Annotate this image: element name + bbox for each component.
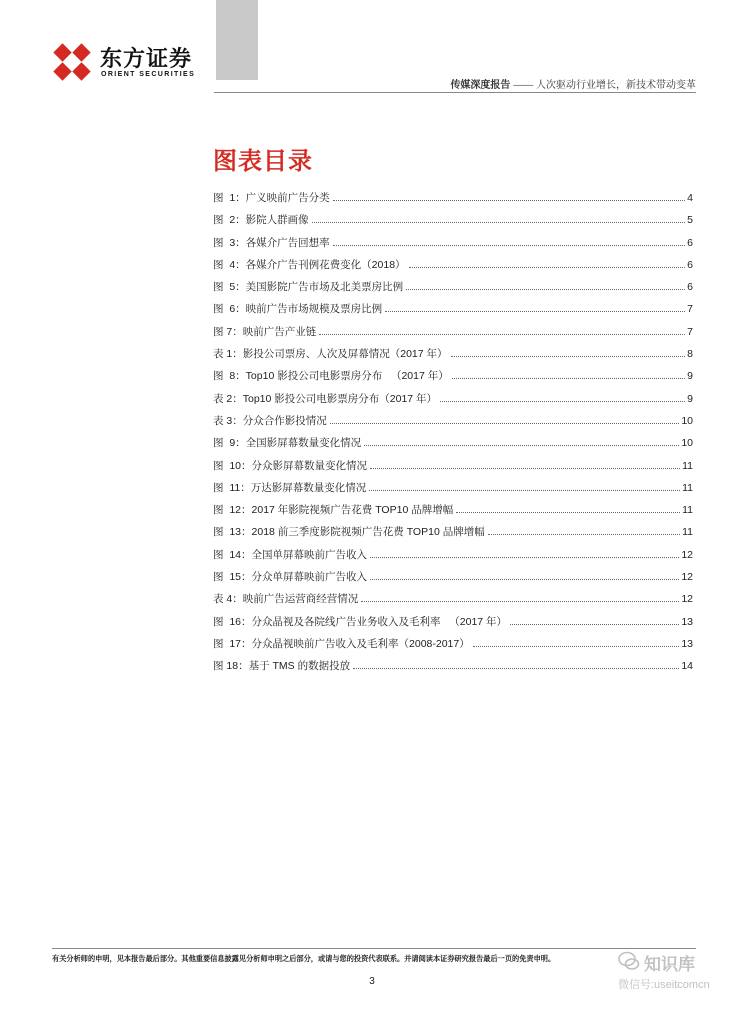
toc-entry[interactable] (213, 346, 693, 368)
brand-name-cn: 东方证券 (100, 46, 193, 71)
toc-dot-leader (369, 490, 680, 491)
toc-entry-page: 8 (687, 348, 693, 361)
toc-entry-label: 表 4：映前广告运营商经营情况 (213, 593, 359, 606)
toc-entry[interactable] (213, 636, 693, 658)
watermark (618, 950, 738, 992)
toc-entry-label: 图 10：分众影屏幕数量变化情况 (213, 459, 368, 472)
toc-entry[interactable] (213, 658, 693, 680)
toc-dot-leader (370, 557, 679, 558)
toc-entry-label: 图 9：全国影屏幕数量变化情况 (213, 437, 362, 450)
header-divider (214, 92, 696, 93)
toc-dot-leader (333, 200, 685, 201)
toc-entry[interactable] (213, 324, 693, 346)
header-gray-bar (216, 0, 258, 80)
toc-entry[interactable] (213, 413, 693, 435)
brand-name-en: ORIENT SECURITIES (101, 71, 196, 78)
toc-dot-leader (370, 579, 679, 580)
toc-entry-page: 11 (682, 504, 693, 517)
footer-divider (52, 948, 696, 949)
toc-dot-leader (440, 401, 685, 402)
toc-entry-page: 9 (687, 392, 693, 405)
toc-entry-page: 6 (687, 281, 693, 294)
toc-entry-label: 图 4：各媒介广告刊例花费变化（2018） (213, 258, 406, 271)
toc-entry-page: 7 (687, 303, 693, 316)
toc-dot-leader (330, 423, 680, 424)
report-subtitle: 人次驱动行业增长，新技术带动变革 (536, 80, 696, 91)
toc-entry-page: 11 (682, 526, 693, 539)
toc-entry-label: 图 13：2018 前三季度影院视频广告花费 TOP10 品牌增幅 (213, 526, 485, 539)
toc-entry-label: 图 1：广义映前广告分类 (213, 192, 330, 204)
toc-dot-leader (364, 445, 679, 446)
toc-dot-leader (409, 267, 686, 268)
toc-entry-page: 12 (681, 593, 693, 606)
footer-disclaimer: 有关分析师的申明，见本报告最后部分。其他重要信息披露见分析师申明之后部分，或请与您的投资代表联系。并请阅读本证券研究报告最后一页的免责申明。 (52, 954, 556, 963)
toc-entry-page: 6 (687, 258, 693, 271)
watermark-sub: 微信号:useitcomcn (618, 979, 710, 991)
toc-entry[interactable] (213, 212, 693, 234)
toc-entry-page: 7 (687, 325, 693, 338)
toc-entry-page: 10 (681, 437, 693, 450)
watermark-name: 知识库 (644, 955, 695, 974)
toc-dot-leader (319, 334, 685, 335)
toc-dot-leader (451, 356, 686, 357)
toc-entry[interactable] (213, 547, 693, 569)
toc-entry-label: 图 5：美国影院广告市场及北美票房比例 (213, 281, 404, 294)
toc-entry[interactable] (213, 524, 693, 546)
header-separator: —— (513, 80, 534, 91)
toc-entry[interactable] (213, 591, 693, 613)
toc-entry[interactable] (213, 502, 693, 524)
toc-entry-label: 表 1：影投公司票房、人次及屏幕情况（2017 年） (213, 348, 448, 361)
report-type: 传媒深度报告 (450, 80, 511, 91)
toc-dot-leader (385, 311, 685, 312)
toc-entry[interactable] (213, 190, 693, 212)
toc-entry-page: 6 (687, 236, 693, 249)
toc-dot-leader (361, 601, 679, 602)
toc-entry[interactable] (213, 569, 693, 591)
toc-entry-label: 图 7：映前广告产业链 (213, 325, 317, 338)
toc-dot-leader (333, 245, 685, 246)
toc-entry-label: 图 12：2017 年影院视频广告花费 TOP10 品牌增幅 (213, 504, 454, 517)
toc-entry[interactable] (213, 614, 693, 636)
report-header (450, 76, 696, 91)
toc-dot-leader (488, 534, 680, 535)
toc-entry-page: 4 (687, 192, 693, 204)
toc-entry-label: 图 18：基于 TMS 的数据投放 (213, 660, 351, 673)
toc-entry-label: 表 3：分众合作影投情况 (213, 414, 327, 427)
toc-entry-page: 11 (682, 481, 693, 494)
toc-entry-page: 12 (681, 571, 693, 584)
toc-entry-label: 图 8：Top10 影投公司电影票房分布 （2017 年） (213, 370, 449, 383)
company-logo (50, 40, 200, 84)
toc-entry-label: 图 2：影院人群画像 (213, 214, 309, 227)
toc-entry-label: 图 6：映前广告市场规模及票房比例 (213, 303, 383, 316)
toc-entry-page: 14 (681, 660, 693, 673)
toc-entry-label: 图 16：分众晶视及各院线广告业务收入及毛利率 （2017 年） (213, 615, 508, 628)
toc-dot-leader (452, 378, 685, 379)
toc-entry[interactable] (213, 235, 693, 257)
toc-entry-page: 9 (687, 370, 693, 383)
toc-title: 图表目录 (213, 148, 313, 175)
toc-list (213, 190, 693, 681)
toc-dot-leader (510, 624, 679, 625)
toc-entry-label: 图 15：分众单屏幕映前广告收入 (213, 571, 368, 584)
toc-dot-leader (312, 222, 685, 223)
toc-entry[interactable] (213, 257, 693, 279)
wechat-icon (618, 950, 640, 972)
toc-entry[interactable] (213, 391, 693, 413)
toc-entry-page: 10 (681, 414, 693, 427)
page-number: 3 (369, 976, 375, 987)
toc-entry[interactable] (213, 480, 693, 502)
toc-dot-leader (370, 468, 680, 469)
toc-entry-page: 11 (682, 459, 693, 472)
toc-entry-label: 图 3：各媒介广告回想率 (213, 236, 330, 249)
toc-dot-leader (406, 289, 685, 290)
toc-entry[interactable] (213, 301, 693, 323)
toc-entry[interactable] (213, 435, 693, 457)
orient-logo-icon (50, 40, 94, 84)
toc-entry-label: 图 14：全国单屏幕映前广告收入 (213, 548, 368, 561)
toc-entry-label: 表 2：Top10 影投公司电影票房分布（2017 年） (213, 392, 438, 405)
toc-entry[interactable] (213, 368, 693, 390)
toc-entry-page: 13 (681, 637, 693, 650)
toc-dot-leader (456, 512, 680, 513)
toc-dot-leader (353, 668, 679, 669)
toc-entry-label: 图 17：分众晶视映前广告收入及毛利率（2008-2017） (213, 637, 470, 650)
toc-dot-leader (473, 646, 680, 647)
toc-entry[interactable] (213, 458, 693, 480)
toc-entry-label: 图 11：万达影屏幕数量变化情况 (213, 481, 367, 494)
toc-entry-page: 12 (681, 548, 693, 561)
toc-entry[interactable] (213, 279, 693, 301)
toc-entry-page: 5 (687, 214, 693, 227)
toc-entry-page: 13 (681, 615, 693, 628)
